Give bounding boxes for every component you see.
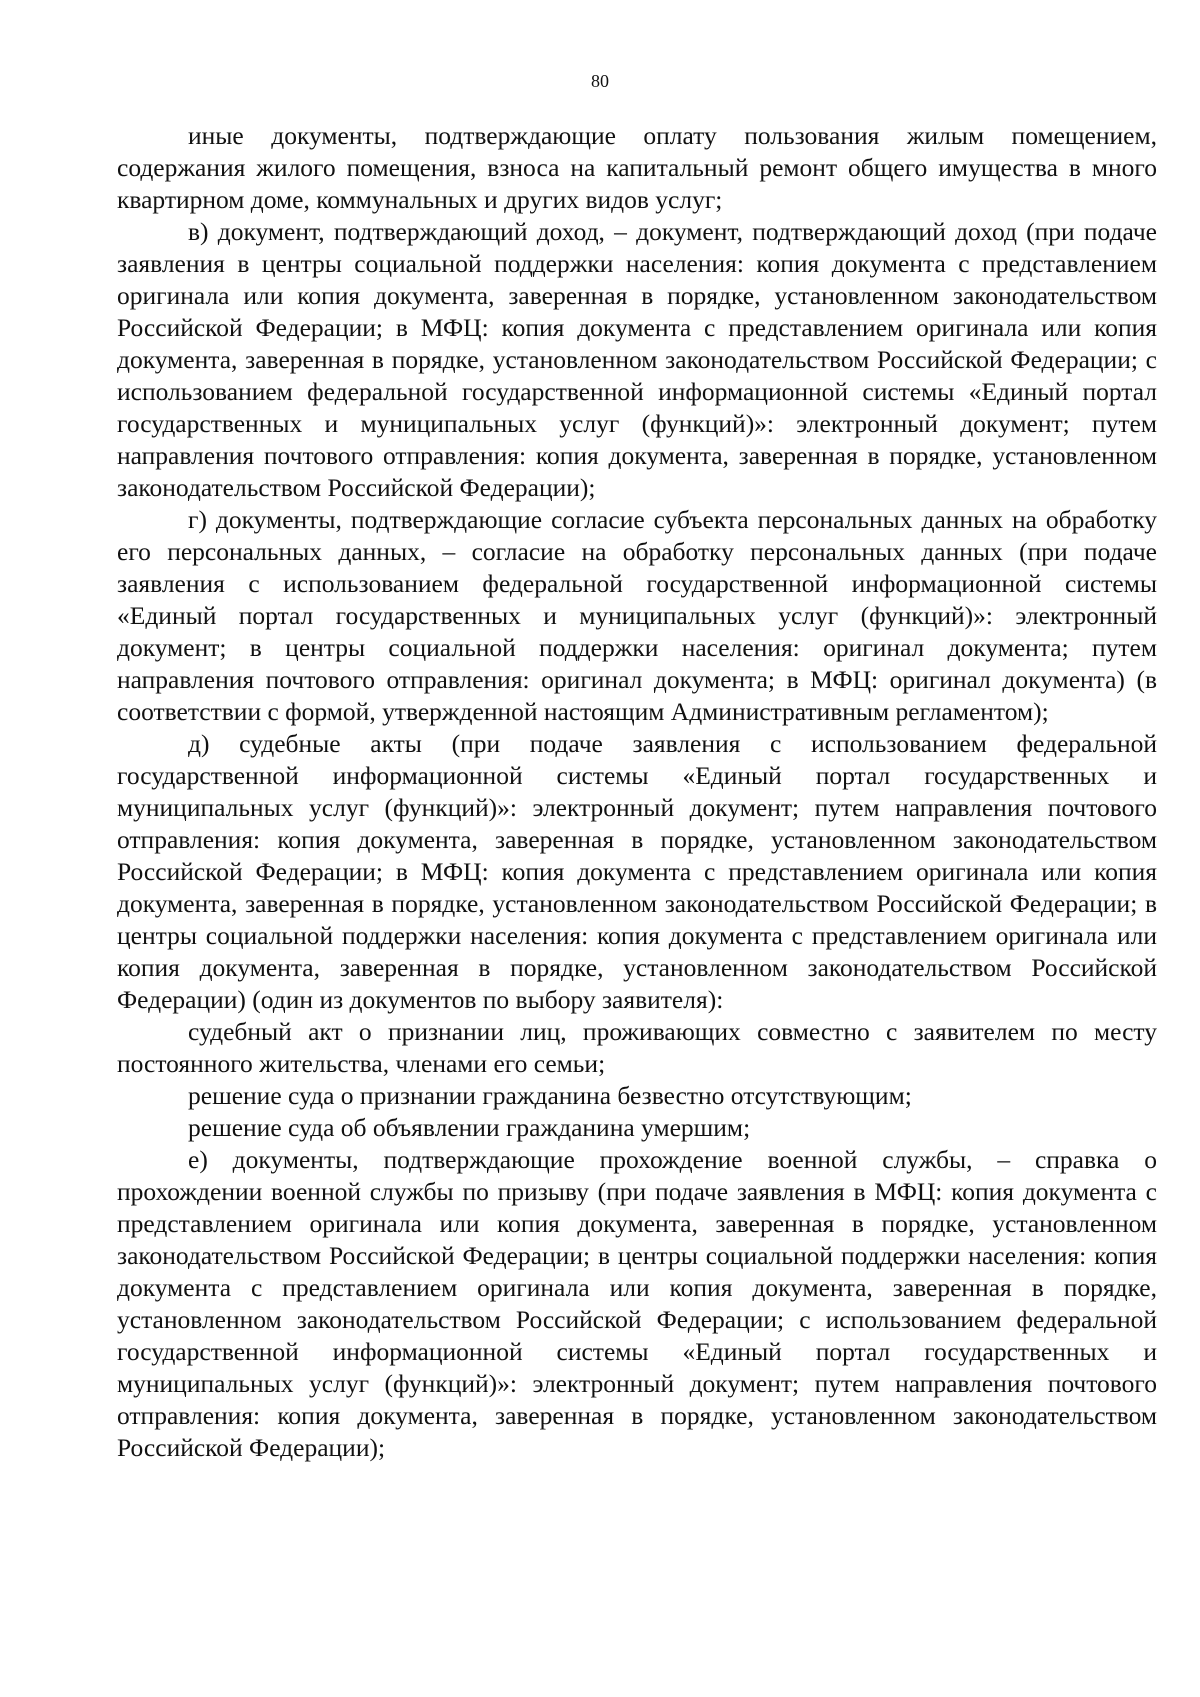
- paragraph-court-decision-missing: решение суда о признании гражданина безвестно отсутствующим;: [188, 1081, 912, 1110]
- document-body: [117, 120, 1157, 1464]
- paragraph-court-decision-deceased: решение суда об объявлении гражданина умершим;: [188, 1113, 751, 1142]
- paragraph-income-document: в) документ, подтверждающий доход, – документ, подтверждающий доход (при подаче заявления в центры социальной поддержки населения: копия документа с представлением оригинала или копия документа, заверенная в порядке, установленном законодательством Российской Федерации; в МФЦ: копия документа с представлением оригинала или копия документа, заверенная в порядке, установленном законодательством Российской Федерации; с использованием федеральной государственной информационной системы «Единый портал государственных и муниципальных услуг (функций)»: электронный документ; путем направления почтового отправления: копия документа, заверенная в порядке, установленном законодательством Российской Федерации);: [117, 217, 1157, 502]
- page-number: 80: [591, 71, 609, 91]
- paragraph-other-payment-documents: иные документы, подтверждающие оплату пользования жилым помещением, содержания жилого помещения, взноса на капитальный ремонт общего имущества в много квартирном доме, коммунальных и других видов услуг;: [117, 121, 1157, 214]
- paragraph-court-act-family-members: судебный акт о признании лиц, проживающих совместно с заявителем по месту постоянного жительства, членами его семьи;: [117, 1017, 1157, 1078]
- paragraph-court-acts: д) судебные акты (при подаче заявления с использованием федеральной государственной информационной системы «Единый портал государственных и муниципальных услуг (функций)»: электронный документ; путем направления почтового отправления: копия документа, заверенная в порядке, установленном законодательством Российской Федерации; в МФЦ: копия документа с представлением оригинала или копия документа, заверенная в порядке, установленном законодательством Российской Федерации; в центры социальной поддержки населения: копия документа с представлением оригинала или копия документа, заверенная в порядке, установленном законодательством Российской Федерации) (один из документов по выбору заявителя):: [117, 729, 1157, 1014]
- paragraph-personal-data-consent: г) документы, подтверждающие согласие субъекта персональных данных на обработку его персональных данных, – согласие на обработку персональных данных (при подаче заявления с использованием федеральной государственной информационной системы «Единый портал государственных и муниципальных услуг (функций)»: электронный документ; в центры социальной поддержки населения: оригинал документа; путем направления почтового отправления: оригинал документа; в МФЦ: оригинал документа) (в соответствии с формой, утвержденной настоящим Административным регламентом);: [117, 505, 1157, 726]
- paragraph-military-service: е) документы, подтверждающие прохождение военной службы, – справка о прохождении военной службы по призыву (при подаче заявления в МФЦ: копия документа с представлением оригинала или копия документа, заверенная в порядке, установленном законодательством Российской Федерации; в центры социальной поддержки населения: копия документа с представлением оригинала или копия документа, заверенная в порядке, установленном законодательством Российской Федерации; с использованием федеральной государственной информационной системы «Единый портал государственных и муниципальных услуг (функций)»: электронный документ; путем направления почтового отправления: копия документа, заверенная в порядке, установленном законодательством Российской Федерации);: [117, 1145, 1157, 1462]
